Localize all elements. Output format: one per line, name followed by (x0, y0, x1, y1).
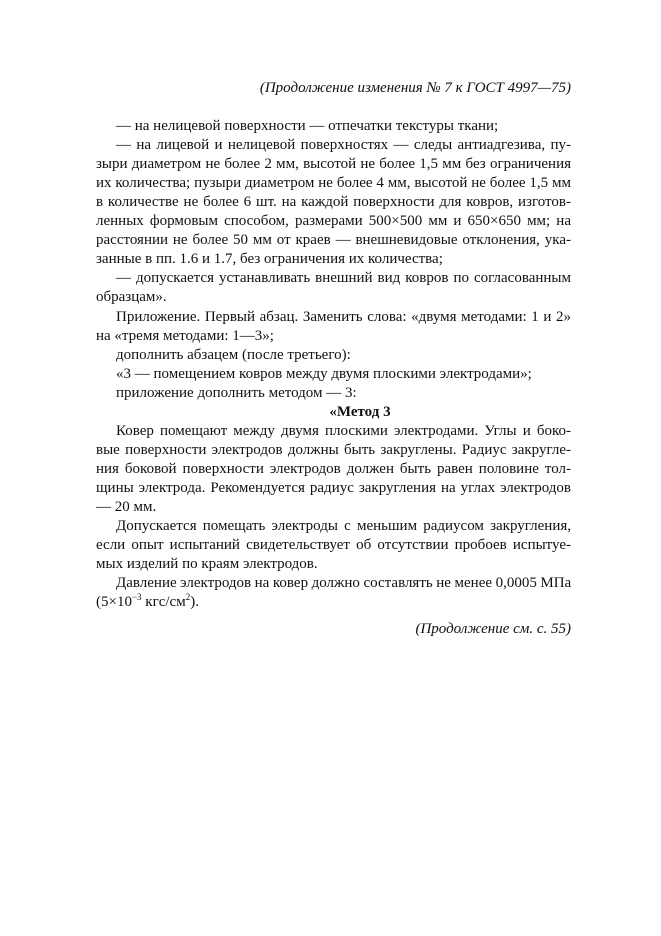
formula-part: (5×10 (96, 594, 132, 610)
exponent: −3 (131, 592, 142, 602)
text-line: расстоянии не более 50 мм от краев — внешневидовые отклонения, ука- (96, 232, 571, 248)
text-line: ния боковой поверхности электродов должен быть равен половине тол- (96, 461, 571, 477)
text-line: на «тремя методами: 1—3»; (96, 328, 274, 344)
text-line: зыри диаметром не более 2 мм, высотой не более 1,5 мм без ограничения (96, 156, 571, 172)
text-line: приложение дополнить методом — 3: (116, 385, 357, 401)
text-line: мых изделий по краям электродов. (96, 556, 318, 572)
text-line: в количестве не более 6 шт. на каждой поверхности для ковров, изготов- (96, 194, 571, 210)
text-line: если опыт испытаний свидетельствует об отсутствии пробоев испытуе- (96, 537, 571, 553)
text-line: ленных формовым способом, размерами 500×500 мм и 650×650 мм; на (96, 213, 571, 229)
text-line: — на лицевой и нелицевой поверхностях — следы антиадгезива, пу- (116, 137, 571, 153)
exponent: 2 (185, 592, 191, 602)
text-line: щины электрода. Рекомендуется радиус закругления на углах электродов (96, 480, 571, 496)
text-line: их количества; пузыри диаметром не более 4 мм, высотой не более 1,5 мм (96, 175, 571, 191)
text-line: вые поверхности электродов должны быть закруглены. Радиус закругле- (96, 442, 571, 458)
text-line: Давление электродов на ковер должно составлять не менее 0,0005 МПа (116, 575, 572, 591)
text-line: — 20 мм. (96, 499, 157, 515)
continuation-footer: (Продолжение см. с. 55) (415, 621, 571, 637)
text-line: «3 — помещением ковров между двумя плоскими электродами»; (116, 366, 532, 382)
running-header: (Продолжение изменения № 7 к ГОСТ 4997—75) (259, 80, 571, 96)
text-line (96, 593, 571, 611)
formula-part: кгс/см (141, 594, 186, 610)
text-line: — допускается устанавливать внешний вид ковров по согласованным (116, 270, 571, 286)
text-line: занные в пп. 1.6 и 1.7, без ограничения их количества; (96, 251, 443, 267)
text-line: Приложение. Первый абзац. Заменить слова: «двумя методами: 1 и 2» (116, 309, 571, 325)
text-line: — на нелицевой поверхности — отпечатки текстуры ткани; (116, 118, 499, 134)
formula-part: ). (190, 594, 199, 610)
text-line: Ковер помещают между двумя плоскими электродами. Углы и боко- (116, 423, 571, 439)
text-line: Допускается помещать электроды с меньшим радиусом закругления, (116, 518, 571, 534)
section-heading: «Метод 3 (329, 404, 391, 420)
text-line: образцам». (96, 289, 167, 305)
text-line: дополнить абзацем (после третьего): (116, 347, 351, 363)
